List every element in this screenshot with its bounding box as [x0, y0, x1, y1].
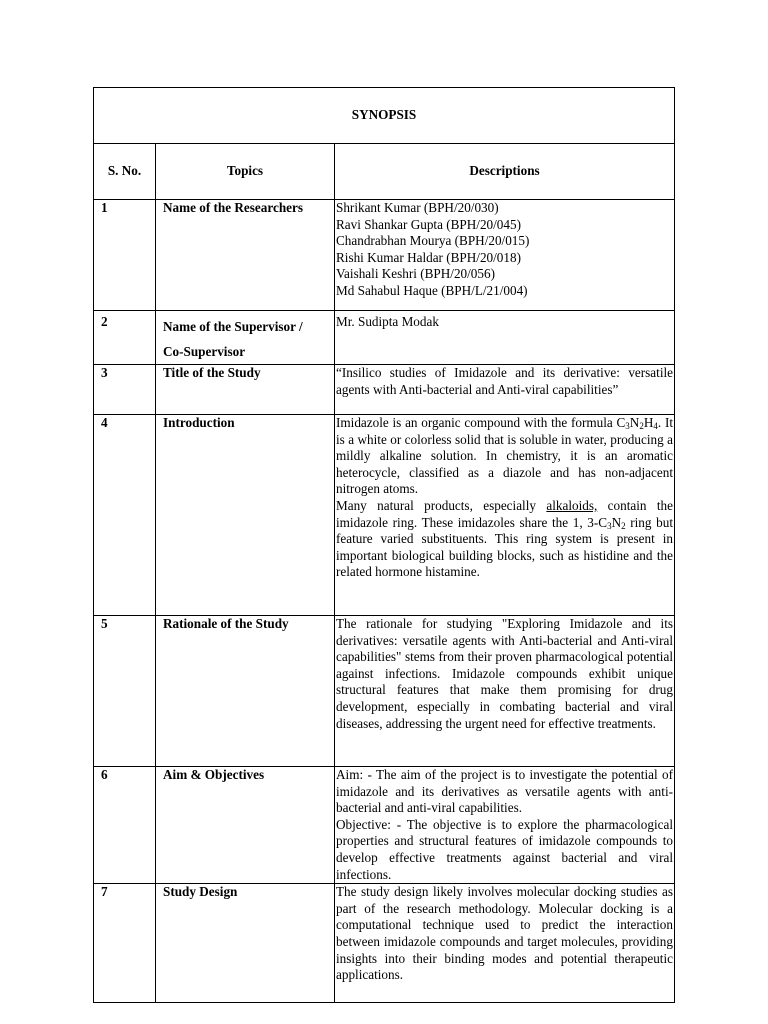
row-topic: Introduction: [156, 415, 335, 616]
row-description: [335, 311, 675, 365]
text-run: Many natural products, especially: [336, 497, 547, 513]
subscript: 2: [621, 520, 626, 531]
introduction-paragraph: [336, 415, 673, 498]
row-topic: Aim & Objectives: [156, 767, 335, 884]
table-row: [94, 311, 675, 365]
table-row: [94, 415, 675, 616]
row-number: 5: [94, 616, 156, 767]
synopsis-table: [93, 87, 675, 1003]
researcher-name: Shrikant Kumar (BPH/20/030): [336, 200, 499, 215]
row-topic: Rationale of the Study: [156, 616, 335, 767]
table-row: [94, 767, 675, 884]
text-run: N: [611, 514, 622, 530]
row-number: 2: [94, 311, 156, 365]
row-description: “Insilico studies of Imidazole and its derivative: versatile agents with Anti-bacterial and Anti-viral capabilities”: [335, 365, 675, 415]
objective-paragraph: Objective: - The objective is to explore the pharmacological properties and structural features of imidazole compounds to develop effective treatments against bacterial and viral infections.: [336, 816, 673, 882]
row-topic: [156, 311, 335, 365]
row-topic-line: Name of the Supervisor /: [163, 319, 303, 334]
text-run: Imidazole is an organic compound with the formula C: [336, 415, 626, 430]
text-run: H: [643, 415, 654, 430]
synopsis-title: SYNOPSIS: [94, 88, 675, 144]
table-row: [94, 200, 675, 311]
row-number: 4: [94, 415, 156, 616]
text-run: ring but feature varied substituents. This ring system is present in important biological building blocks, such as histidine and the related hormone histamine.: [336, 514, 673, 580]
table-row: [94, 884, 675, 1003]
row-description: [335, 415, 675, 616]
subscript: 3: [607, 520, 612, 531]
subscript: 4: [653, 421, 658, 431]
researcher-name: Md Sahabul Haque (BPH/L/21/004): [336, 282, 528, 298]
column-header-topics: Topics: [156, 144, 335, 200]
row-number: 3: [94, 365, 156, 415]
introduction-paragraph: [336, 498, 673, 581]
table-row: [94, 365, 675, 415]
header-row: [94, 144, 675, 200]
text-run: contain the imidazole ring. These imidazoles share the 1, 3-C: [336, 497, 673, 530]
row-topic: Study Design: [156, 884, 335, 1003]
row-description: The rationale for studying "Exploring Imidazole and its derivatives: versatile agents with Anti-bacterial and Anti-viral capabilities" stems from their proven pharmacological potential against infections. Imidazole compounds exhibit unique structural features that make them promising for drug development, especially in combating bacterial and viral diseases, addressing the urgent need for effective treatments.: [335, 616, 675, 767]
subscript: 2: [639, 421, 644, 431]
aim-paragraph: Aim: - The aim of the project is to investigate the potential of imidazole and its derivatives as versatile agents with anti-bacterial and anti-viral capabilities.: [336, 767, 673, 816]
row-topic: Title of the Study: [156, 365, 335, 415]
supervisor-name: Mr. Sudipta Modak: [336, 314, 439, 329]
text-run: . It is a white or colorless solid that is soluble in water, producing a mildly alkaline solution. In chemistry, it is an aromatic heterocycle, classified as a diazole and has non-adjacent nitrogen atoms.: [336, 415, 673, 497]
row-number: 6: [94, 767, 156, 884]
row-number: 1: [94, 200, 156, 311]
row-topic-line: Co-Supervisor: [163, 344, 246, 359]
column-header-sno: S. No.: [94, 144, 156, 200]
row-description: The study design likely involves molecular docking studies as part of the research methodology. Molecular docking is a computational technique used to predict the interaction between imidazole compounds and target molecules, providing insights into their binding modes and potential therapeutic applications.: [335, 884, 675, 1003]
row-number: 7: [94, 884, 156, 1003]
researcher-name: Ravi Shankar Gupta (BPH/20/045): [336, 216, 521, 232]
researcher-name: Chandrabhan Mourya (BPH/20/015): [336, 233, 530, 249]
column-header-descriptions: Descriptions: [335, 144, 675, 200]
researcher-name: Vaishali Keshri (BPH/20/056): [336, 266, 495, 282]
subscript: 3: [625, 421, 630, 431]
row-description: [335, 200, 675, 311]
researcher-name: Rishi Kumar Haldar (BPH/20/018): [336, 249, 521, 265]
title-row: [94, 88, 675, 144]
table-row: [94, 616, 675, 767]
text-run: N: [629, 415, 640, 430]
row-topic: Name of the Researchers: [156, 200, 335, 311]
alkaloids-link[interactable]: alkaloids,: [546, 497, 598, 513]
row-description: [335, 767, 675, 884]
